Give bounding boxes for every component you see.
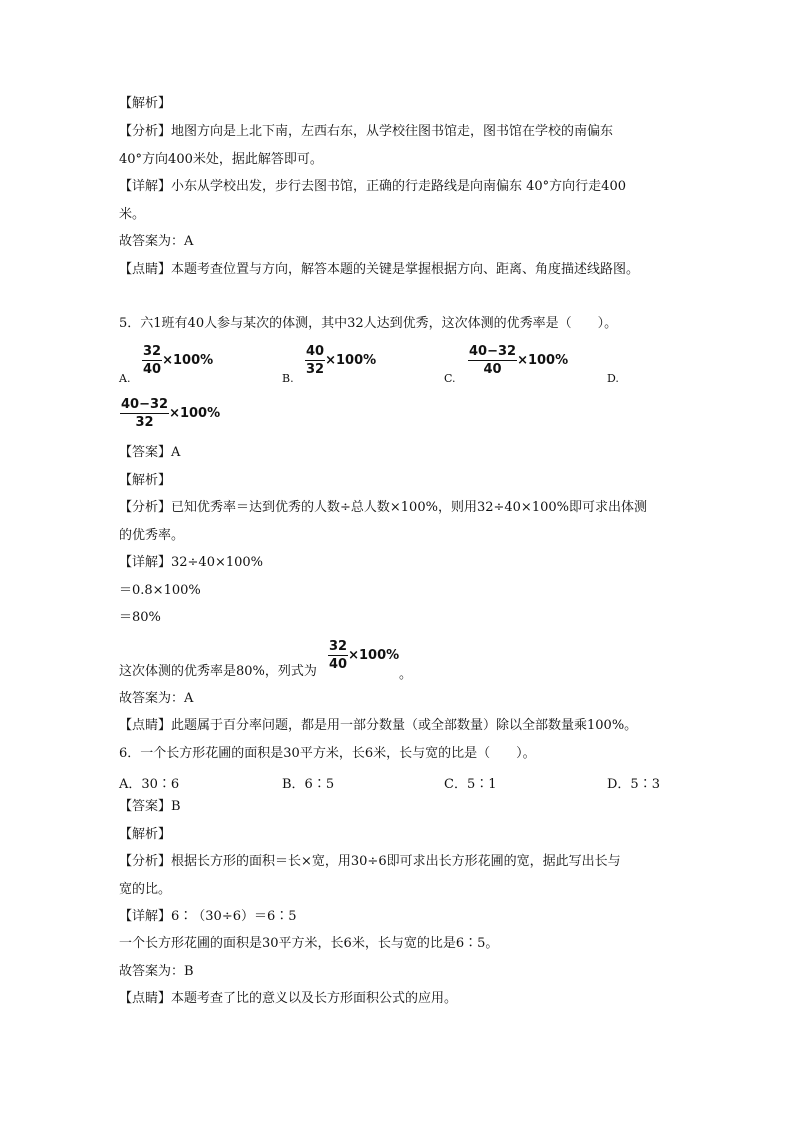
q5-option-c-times: ×100% [517,353,569,368]
q5-conclusion-numerator: 32 [329,639,348,654]
q5-option-a-times: ×100% [162,353,214,368]
q5-conclusion-times: ×100% [348,648,400,663]
q6-answer-tag: 【答案】B [119,799,181,814]
q5-option-d-fraction [120,397,169,430]
q5-option-c-fraction [468,344,517,377]
q4-answer-line: 故答案为：A [119,234,194,249]
q4-xiangjie-line1: 【详解】小东从学校出发，步行去图书馆，正确的行走路线是向南偏东 40°方向行走400 [119,179,626,194]
q5-conclusion-post: 。 [399,667,413,682]
q5-conclusion-formula [328,639,399,672]
q5-option-b-label: B. [282,372,294,385]
q5-option-a-numerator: 32 [143,344,162,359]
q4-dianjing: 【点睛】本题考查位置与方向，解答本题的关键是掌握根据方向、距离、角度描述线路图。 [119,262,640,277]
q5-step2: ＝0.8×100% [119,583,201,598]
q5-option-b-fraction [305,344,325,377]
q5-fenxi-line1: 【分析】已知优秀率＝达到优秀的人数÷总人数×100%，则用32÷40×100%即可求出体测 [119,500,647,515]
q5-option-d-numerator: 40−32 [121,397,169,412]
q5-option-b [305,344,376,377]
q6-dianjing: 【点睛】本题考查了比的意义以及长方形面积公式的应用。 [119,991,458,1006]
q5-option-b-denominator: 32 [306,362,325,377]
q6-option-d: D．5∶3 [607,777,660,792]
q5-option-a-label: A. [119,372,131,385]
q5-answer-tag: 【答案】A [119,445,181,460]
q6-fenxi-line2: 宽的比。 [119,882,172,897]
q5-analysis-tag: 【解析】 [119,473,172,488]
q5-question: 5．六1班有40人参与某次的体测，其中32人达到优秀，这次体测的优秀率是（ ）。 [119,316,618,331]
q4-fenxi-line2: 40°方向400米处，据此解答即可。 [119,152,323,167]
q5-option-c-numerator: 40−32 [469,344,517,359]
q6-step2: 一个长方形花圃的面积是30平方米，长6米，长与宽的比是6∶5。 [119,936,499,951]
q6-option-c: C．5∶1 [444,777,497,792]
q4-fenxi-line1: 【分析】地图方向是上北下南，左西右东，从学校往图书馆走，图书馆在学校的南偏东 [119,124,614,139]
q6-question: 6．一个长方形花圃的面积是30平方米，长6米，长与宽的比是（ ）。 [119,746,536,761]
q5-option-d-label: D. [607,372,619,385]
q5-answer-line: 故答案为：A [119,691,194,706]
q4-xiangjie-line2: 米。 [119,207,146,222]
q5-step3: ＝80% [119,610,161,625]
q5-option-d-denominator: 32 [135,415,154,430]
q5-option-c-denominator: 40 [483,362,502,377]
q5-option-a-fraction [142,344,162,377]
q5-conclusion-denominator: 40 [329,657,348,672]
q6-fenxi-line1: 【分析】根据长方形的面积＝长×宽，用30÷6即可求出长方形花圃的宽，据此写出长与 [119,854,621,869]
q5-option-c [468,344,568,377]
q5-option-a-denominator: 40 [143,362,162,377]
q5-option-a [142,344,213,377]
q5-xiangjie-line1: 【详解】32÷40×100% [119,555,264,570]
q6-analysis-tag: 【解析】 [119,827,172,842]
q5-option-b-numerator: 40 [306,344,325,359]
q4-analysis-tag: 【解析】 [119,96,172,111]
q5-option-d-times: ×100% [169,406,221,421]
q6-option-a: A．30∶6 [119,777,180,792]
q6-xiangjie-line1: 【详解】6∶（30÷6）＝6∶5 [119,909,297,924]
q5-conclusion-fraction [328,639,348,672]
q6-answer-line: 故答案为：B [119,964,194,979]
q5-option-d [120,397,220,430]
q5-option-c-label: C. [444,372,456,385]
q6-option-b: B．6∶5 [282,777,335,792]
q5-conclusion-pre: 这次体测的优秀率是80%，列式为 [119,664,317,679]
q5-dianjing: 【点睛】此题属于百分率问题，都是用一部分数量（或全部数量）除以全部数量乘100%。 [119,718,638,733]
q5-option-b-times: ×100% [325,353,377,368]
q5-fenxi-line2: 的优秀率。 [119,528,185,543]
